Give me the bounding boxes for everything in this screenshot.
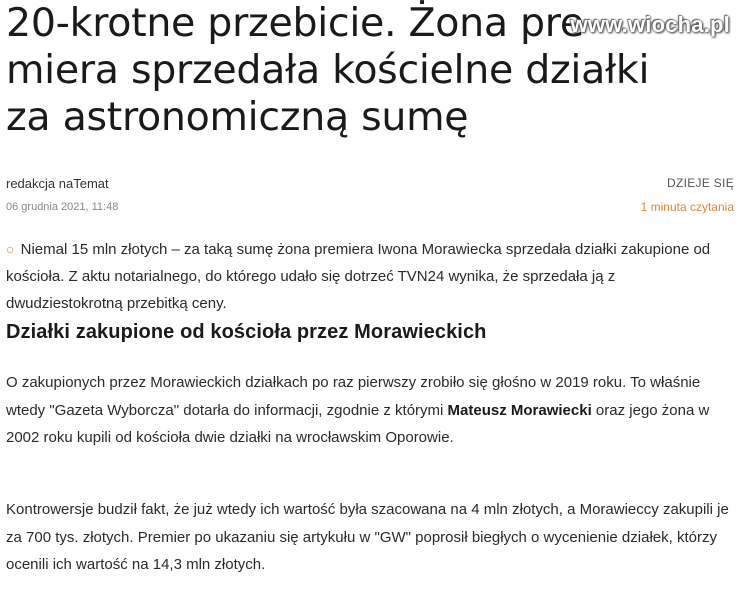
watermark-brand: www.wiocha <box>570 12 704 37</box>
paragraph-text: O zakupionych przez Morawieckich działkach po raz pierwszy zrobiło się głośno w 2019 roku. To właśnie wtedy "Gazeta Wyborcza" dotarła do informacji, zgodnie z którymi <box>6 374 701 419</box>
section-heading: Działki zakupione od kościoła przez Morawieckich <box>6 321 487 343</box>
article-meta <box>6 174 734 214</box>
lead-marker-icon: ○ <box>6 241 15 257</box>
watermark-suffix: .pl <box>703 12 730 37</box>
person-name-link[interactable]: Mateusz Morawiecki <box>447 401 592 419</box>
paragraph-text: oraz jego żona w 2002 roku kupili od kościoła dwie działki na wrocławskim Oporowie. <box>6 401 710 446</box>
article-paragraph <box>6 369 734 452</box>
read-time: 1 minuta czytania <box>640 200 734 214</box>
publish-date: 06 grudnia 2021, 11:48 <box>6 201 119 213</box>
site-watermark <box>571 12 730 38</box>
category-link[interactable]: DZIEJE SIĘ <box>666 176 734 190</box>
headline-line: 20-krotne przebicie. Żona pre <box>6 0 584 46</box>
author-link[interactable]: redakcja naTemat <box>6 176 109 191</box>
lead-text: Niemal 15 mln złotych – za taką sumę żona premiera Iwona Morawiecka sprzedała działki zakupione od kościoła. Z aktu notarialnego, do którego udało się dotrzeć TVN24 wynika, że sprzedała ją z dwudziestokrotną przebitką ceny. <box>6 241 711 312</box>
headline-line: miera sprzedała kościelne działki <box>6 47 650 93</box>
article-paragraph: Kontrowersje budził fakt, że już wtedy ich wartość była szacowana na 4 mln złotych, a Morawieccy zakupili je za 700 tys. złotych. Premier po ukazaniu się artykułu w "GW" poprosił biegłych o wycenienie działek, którzy ocenili ich wartość na 14,3 mln złotych. <box>6 501 729 573</box>
article-lead <box>6 236 734 317</box>
headline-line: za astronomiczną sumę <box>6 94 469 140</box>
